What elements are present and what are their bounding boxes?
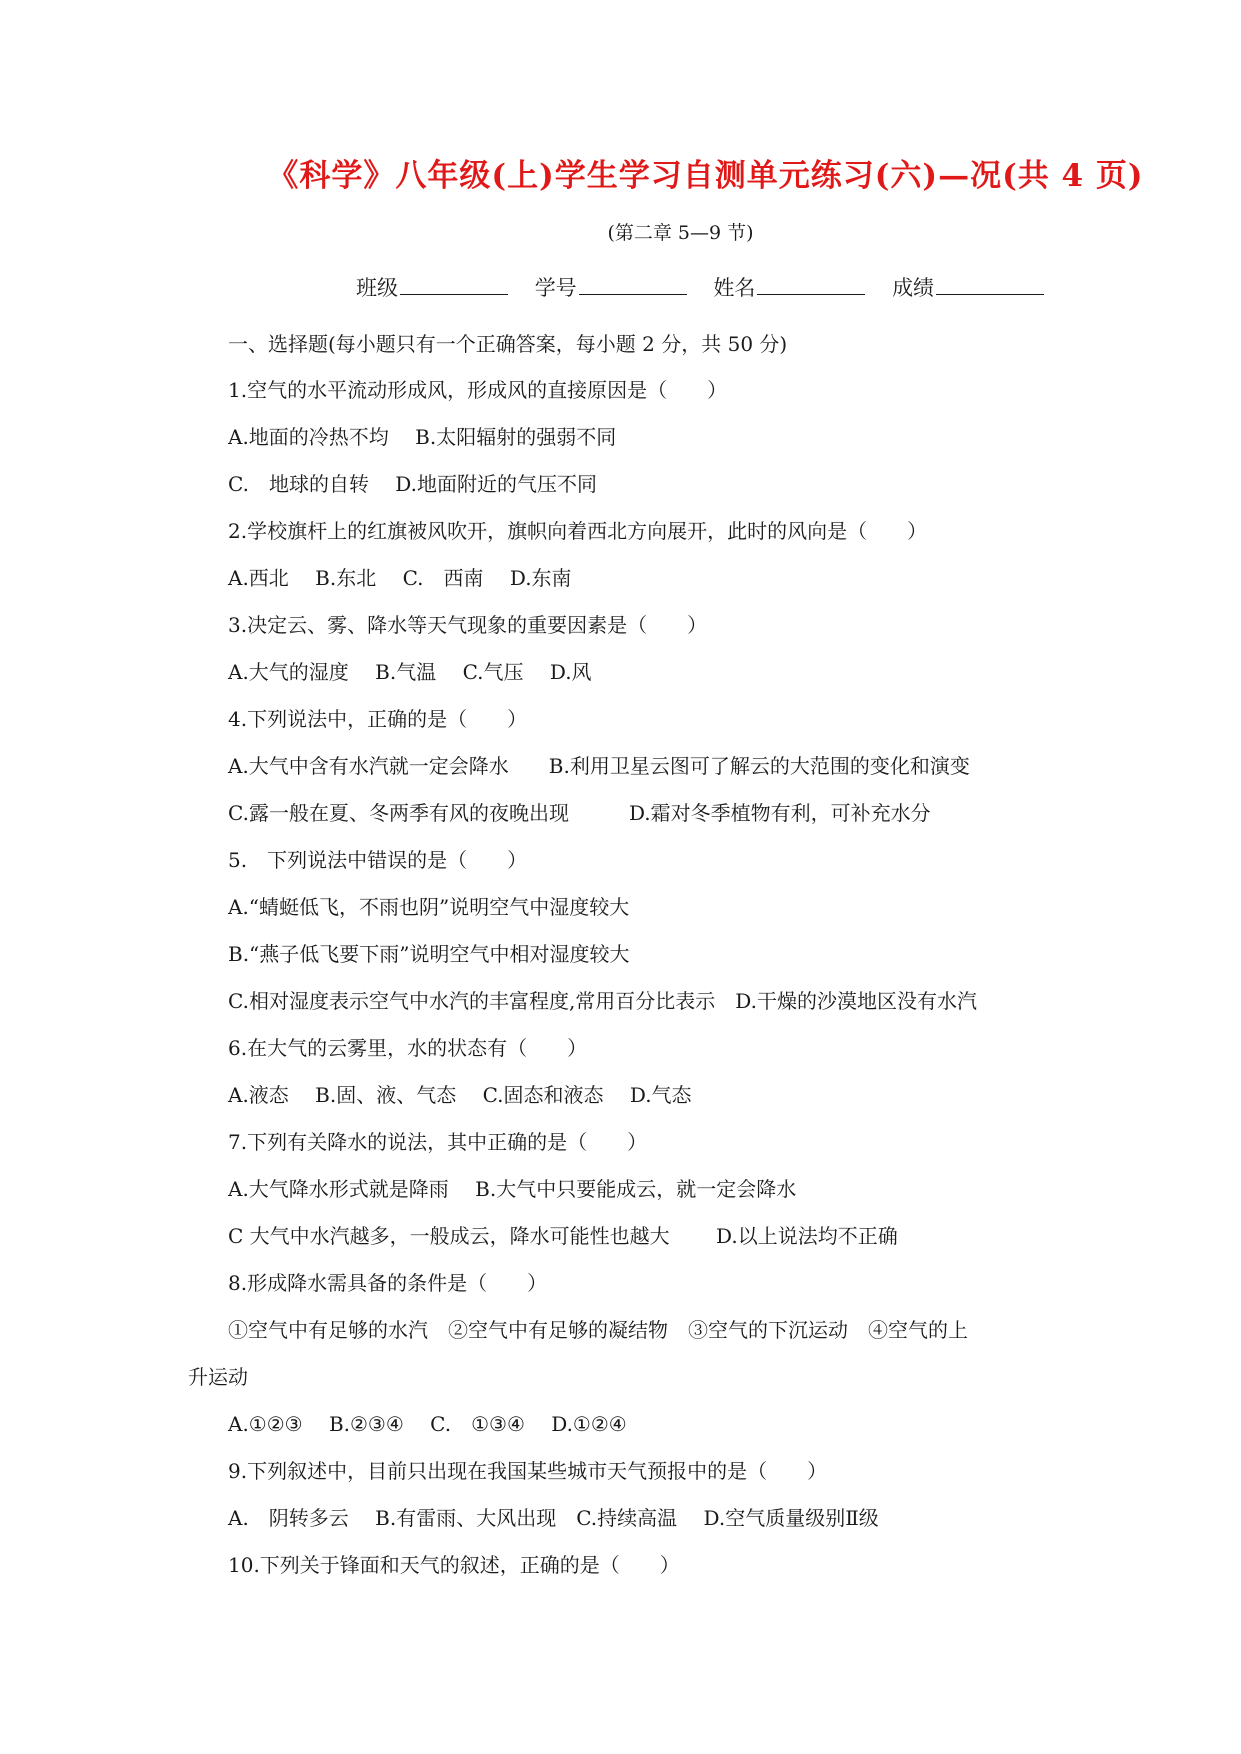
student-id-field: [535, 272, 687, 302]
student-id-label: 学号: [534, 276, 577, 300]
class-label: 班级: [356, 276, 398, 300]
question-1-options-ab: A.地面的冷热不均 B.太阳辐射的强弱不同: [228, 425, 617, 449]
question-7-options-ab: A.大气降水形式就是降雨 B.大气中只要能成云，就一定会降水: [228, 1177, 797, 1201]
question-8-conditions: ①空气中有足够的水汽 ②空气中有足够的凝结物 ③空气的下沉运动 ④空气的上: [228, 1318, 968, 1342]
question-1-options-cd: C. 地球的自转 D.地面附近的气压不同: [228, 472, 597, 496]
question-5-options-cd: C.相对湿度表示空气中水汽的丰富程度,常用百分比表示 D.干燥的沙漠地区没有水汽: [228, 989, 977, 1013]
question-4-options-cd: C.露一般在夏、冬两季有风的夜晚出现 D.霜对冬季植物有利，可补充水分: [228, 801, 931, 825]
name-blank[interactable]: [757, 274, 865, 295]
question-4-options-ab: A.大气中含有水汽就一定会降水 B.利用卫星云图可了解云的大范围的变化和演变: [228, 754, 970, 778]
question-2-options: A.西北 B.东北 C. 西南 D.东南: [228, 566, 572, 590]
name-label: 姓名: [713, 276, 756, 300]
question-10: 10.下列关于锋面和天气的叙述，正确的是（ ）: [228, 1553, 680, 1577]
question-2: 2.学校旗杆上的红旗被风吹开，旗帜向着西北方向展开，此时的风向是（ ）: [228, 519, 928, 543]
question-9-options: A. 阴转多云 B.有雷雨、大风出现 C.持续高温 D.空气质量级别Ⅱ级: [228, 1506, 879, 1530]
question-3-options: A.大气的湿度 B.气温 C.气压 D.风: [228, 660, 592, 684]
score-blank[interactable]: [936, 274, 1044, 295]
question-8-options: A.①②③ B.②③④ C. ①③④ D.①②④: [228, 1412, 627, 1436]
student-id-blank[interactable]: [579, 274, 687, 295]
page-title-text: 《科学》八年级(上)学生学习自测单元练习(六)—况(共 4 页): [267, 158, 1144, 194]
question-6-options: A.液态 B.固、液、气态 C.固态和液态 D.气态: [228, 1083, 692, 1107]
question-8-conditions-cont: 升运动: [188, 1365, 248, 1389]
score-label: 成绩: [892, 276, 935, 300]
question-4: 4.下列说法中，正确的是（ ）: [228, 707, 528, 731]
question-7-options-cd: C 大气中水汽越多，一般成云，降水可能性也越大 D.以上说法均不正确: [228, 1224, 898, 1248]
question-8: 8.形成降水需具备的条件是（ ）: [228, 1271, 548, 1295]
question-5: 5. 下列说法中错误的是（ ）: [228, 848, 528, 872]
question-6: 6.在大气的云雾里，水的状态有（ ）: [228, 1036, 588, 1060]
class-blank[interactable]: [400, 274, 508, 295]
question-5-option-b: B.“燕子低飞要下雨”说明空气中相对湿度较大: [228, 942, 630, 966]
class-field: [356, 272, 508, 302]
question-7: 7.下列有关降水的说法，其中正确的是（ ）: [228, 1130, 648, 1154]
student-info-row: [356, 272, 1064, 302]
page-title: [0, 150, 1241, 195]
section-heading: 一、选择题(每小题只有一个正确答案，每小题 2 分，共 50 分): [228, 332, 788, 356]
name-field: [713, 272, 865, 302]
page-subtitle: (第二章 5—9 节): [607, 222, 754, 244]
question-3: 3.决定云、雾、降水等天气现象的重要因素是（ ）: [228, 613, 708, 637]
question-1: 1.空气的水平流动形成风，形成风的直接原因是（ ）: [228, 378, 728, 402]
question-5-option-a: A.“蜻蜓低飞，不雨也阴”说明空气中湿度较大: [228, 895, 630, 919]
score-field: [892, 272, 1044, 302]
question-9: 9.下列叙述中，目前只出现在我国某些城市天气预报中的是（ ）: [228, 1459, 828, 1483]
